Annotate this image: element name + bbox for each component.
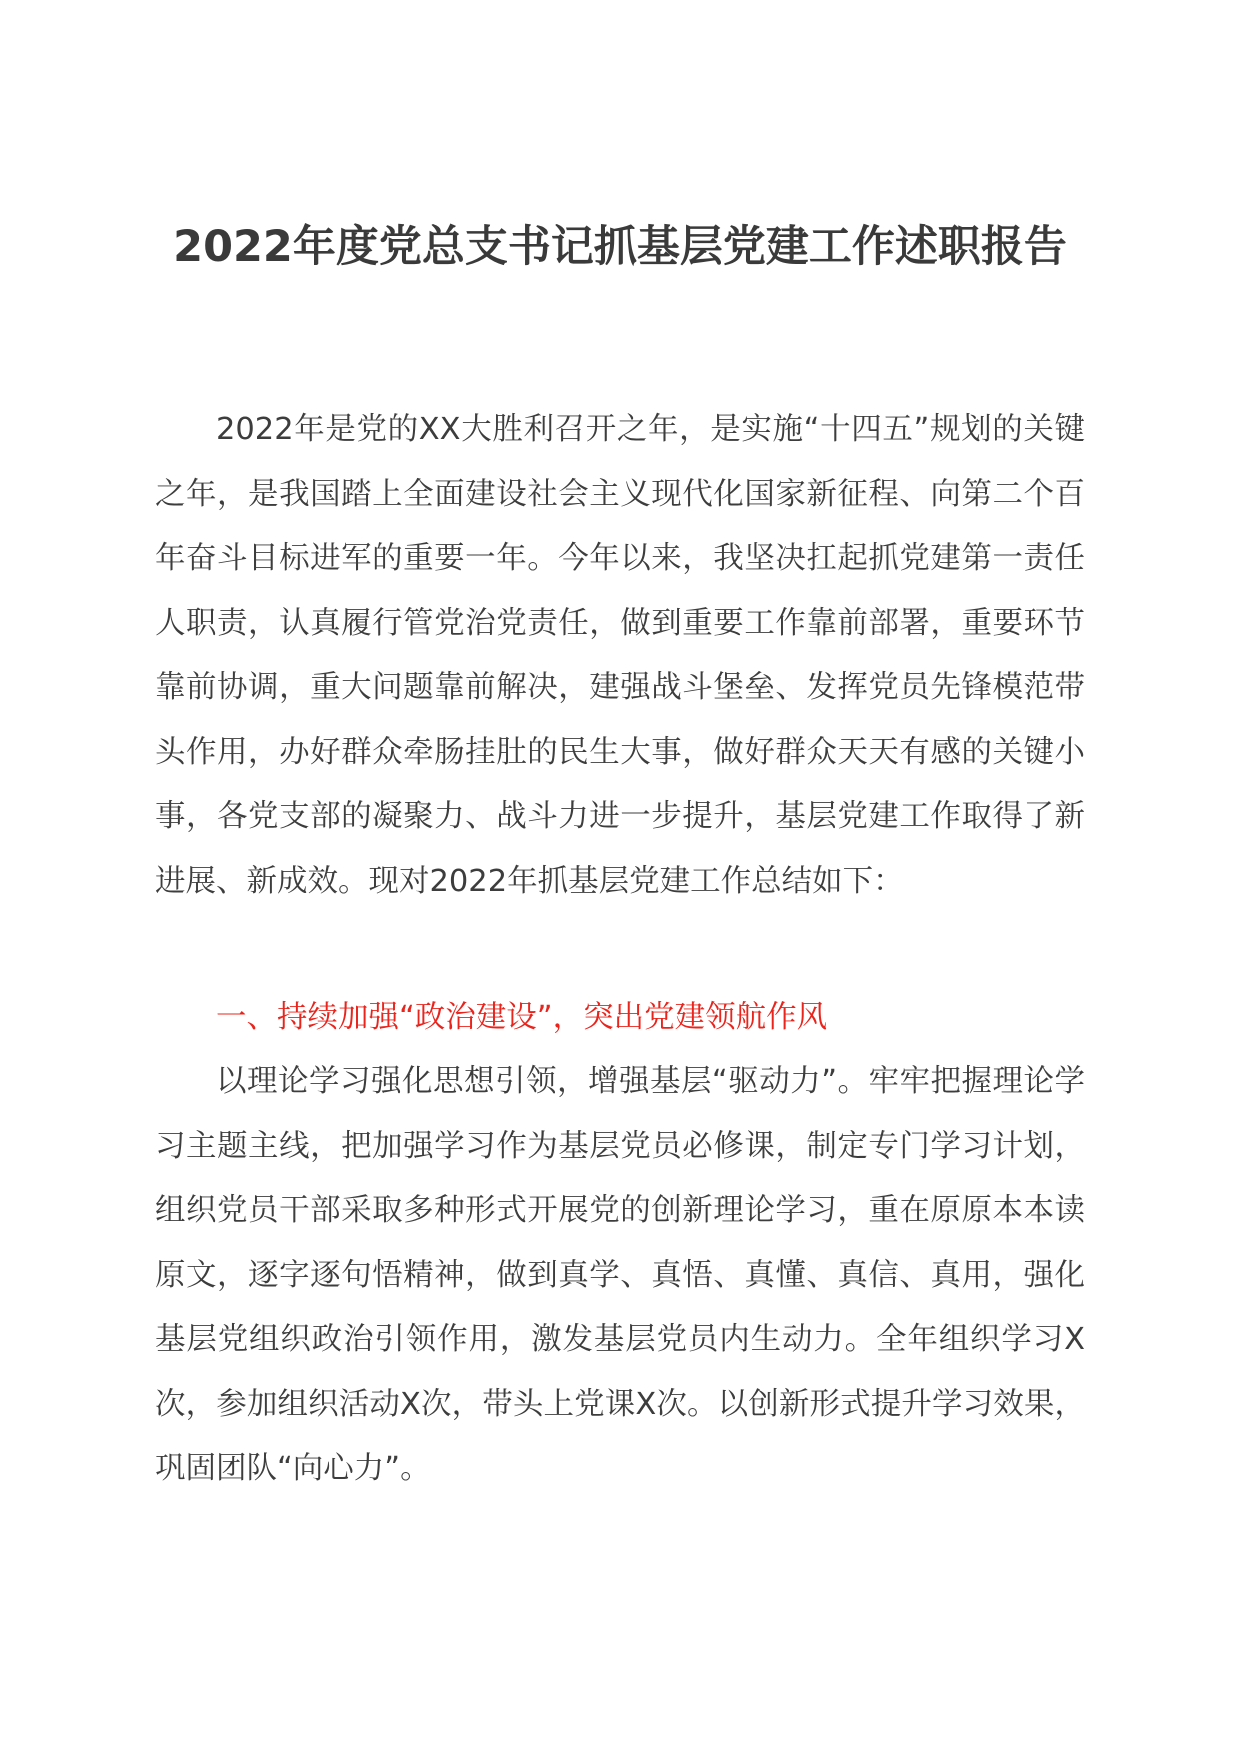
section-heading: 一、持续加强“政治建设”，突出党建领航作风 [216,1000,828,1035]
document-title: 2022年度党总支书记抓基层党建工作述职报告 [173,222,1067,272]
section-paragraph: 以理论学习强化思想引领，增强基层“驱动力”。牢牢把握理论学习主题主线，把加强学习作为基层党员必修课，制定专门学习计划，组织党员干部采取多种形式开展党的创新理论学习，重在原原本本读原文，逐字逐句悟精神，做到真学、真悟、真懂、真信、真用，强化基层党组织政治引领作用，激发基层党员内生动力。全年组织学习X次，参加组织活动X次，带头上党课X次。以创新形式提升学习效果，巩固团队“向心力”。 [155,1064,1085,1486]
intro-paragraph: 2022年是党的XX大胜利召开之年，是实施“十四五”规划的关键之年，是我国踏上全面建设社会主义现代化国家新征程、向第二个百年奋斗目标进军的重要一年。今年以来，我坚决扛起抓党建第一责任人职责，认真履行管党治党责任，做到重要工作靠前部署，重要环节靠前协调，重大问题靠前解决，建强战斗堡垒、发挥党员先锋模范带头作用，办好群众牵肠挂肚的民生大事，做好群众天天有感的关键小事，各党支部的凝聚力、战斗力进一步提升，基层党建工作取得了新进展、新成效。现对2022年抓基层党建工作总结如下： [155,412,1085,899]
